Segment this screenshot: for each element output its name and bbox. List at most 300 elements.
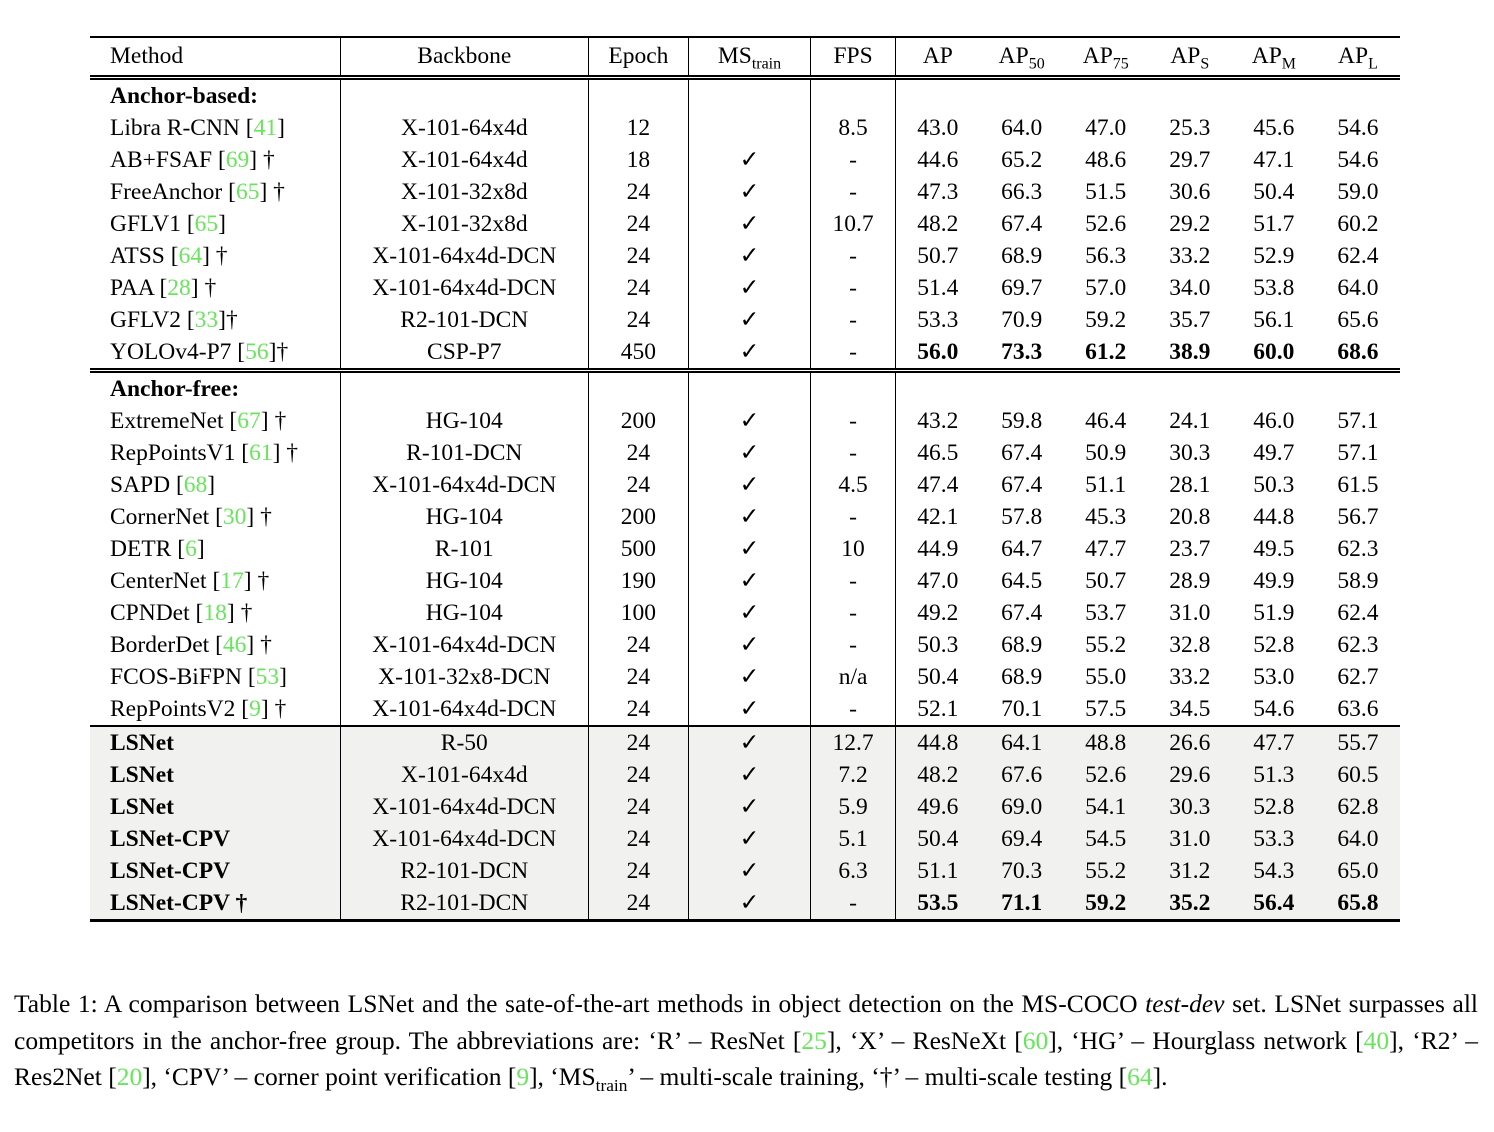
citation-link[interactable]: 67 [237,408,261,434]
epoch-cell: 190 [588,565,688,597]
citation-link[interactable]: 33 [194,307,219,333]
ap-value-cell: 54.6 [1232,693,1316,726]
ap-value-cell: 57.1 [1337,440,1379,466]
ap-value-cell: 46.5 [917,440,959,466]
ap-value-cell: 45.6 [1253,115,1295,141]
ap-value-cell: 31.0 [1148,823,1232,855]
ap-value-cell: 51.4 [917,275,959,301]
ms-train-checkmark-cell: ✓ [688,533,810,565]
ms-train-checkmark-cell: ✓ [688,469,810,501]
epoch-cell: 24 [588,437,688,469]
table-row [90,240,1400,272]
results-table [90,36,1400,922]
table-row [90,533,1400,565]
table-row [90,629,1400,661]
epoch-cell: 24 [588,855,688,887]
fps-cell: 12.7 [811,726,896,759]
epoch-cell: 24 [588,823,688,855]
ap-value-cell: 59.2 [1064,887,1148,921]
ap-value-cell: 35.7 [1169,307,1211,333]
fps-cell: 10 [811,533,896,565]
method-cell: DETR [6] [90,533,340,565]
ap-value-cell: 42.1 [917,504,959,530]
ap-value-cell: 64.0 [1316,823,1400,855]
ap-value-cell: 55.7 [1316,726,1400,759]
backbone-cell: R2-101-DCN [340,304,588,336]
method-cell: FreeAnchor [65] † [90,176,340,208]
ap-value-cell: 51.1 [1085,472,1127,498]
epoch-cell: 24 [588,629,688,661]
backbone-cell: X-101-64x4d [340,112,588,144]
fps-cell: - [811,437,896,469]
backbone-cell: X-101-32x8-DCN [340,661,588,693]
ap-value-cell: 52.8 [1232,791,1316,823]
ap-value-cell: 47.3 [917,179,959,205]
ap-value-cell: 29.6 [1148,759,1232,791]
ap-value-cell: 44.8 [896,726,980,759]
ap-value-cell: 29.2 [1169,211,1211,237]
ap-value-cell: 49.2 [917,600,959,626]
epoch-cell: 24 [588,176,688,208]
table-row [90,661,1400,693]
ap-value-cell: 69.7 [1001,275,1043,301]
column-header-ap50: $AP_{50}$ [980,37,1064,78]
method-cell: RepPointsV2 [9] † [90,693,340,726]
ap-value-cell: 69.4 [980,823,1064,855]
ap-value-cell: 45.3 [1085,504,1127,530]
ap-value-cell: 50.4 [1253,179,1295,205]
method-cell: LSNet [90,791,340,823]
citation-link[interactable]: 64 [178,243,203,269]
ms-train-checkmark-cell: ✓ [688,405,810,437]
table-row [90,405,1400,437]
citation-link[interactable]: 69 [225,147,250,173]
ap-value-cell: 68.9 [1001,243,1043,269]
ap-value-cell: 53.3 [1232,823,1316,855]
ap-value-cell: 32.8 [1169,632,1211,658]
ap-value-cell: 50.4 [917,664,959,690]
table-row [90,469,1400,501]
epoch-cell: 18 [588,144,688,176]
ap-value-cell: 67.4 [1001,600,1043,626]
epoch-cell: 500 [588,533,688,565]
empty-cell [811,78,896,113]
ap-value-cell: 33.2 [1169,664,1211,690]
citation-link[interactable]: 40 [1363,1025,1390,1055]
caption-text: ’ – multi-scale training, ‘†’ – multi-scale testing [ [627,1062,1128,1091]
ap-value-cell: 70.1 [980,693,1064,726]
backbone-cell: X-101-64x4d-DCN [340,791,588,823]
ap-value-cell: 52.8 [1253,632,1295,658]
ap-value-cell: 60.2 [1337,211,1379,237]
backbone-cell: R2-101-DCN [340,887,588,921]
ms-train-checkmark-cell: ✓ [688,565,810,597]
ap-value-cell: 61.5 [1337,472,1379,498]
ap-value-cell: 50.9 [1085,440,1127,466]
ap-value-cell: 56.7 [1337,504,1379,530]
fps-cell: - [811,336,896,371]
column-header-ap75: $AP_{75}$ [1064,37,1148,78]
ap-value-cell: 53.7 [1085,600,1127,626]
ap-value-cell: 51.5 [1085,179,1127,205]
backbone-cell: R2-101-DCN [340,855,588,887]
backbone-cell: HG-104 [340,597,588,629]
ap-value-cell: 57.5 [1064,693,1148,726]
citation-link[interactable]: 60 [1022,1025,1049,1055]
ms-train-checkmark-cell: ✓ [688,759,810,791]
ap-value-cell: 34.5 [1148,693,1232,726]
fps-cell: 6.3 [811,855,896,887]
ap-value-cell: 62.3 [1337,632,1379,658]
empty-cell [688,371,810,406]
ap-value-cell: 48.6 [1085,147,1127,173]
ap-value-cell: 48.8 [1064,726,1148,759]
ap-value-cell: 48.2 [917,211,959,237]
method-cell: FCOS-BiFPN [53] [90,661,340,693]
table-row [90,855,1400,887]
column-header-epoch: Epoch [588,37,688,78]
fps-cell: - [811,272,896,304]
fps-cell: - [811,629,896,661]
backbone-cell: CSP-P7 [340,336,588,371]
caption-italic-text: test-dev [1145,989,1225,1018]
fps-cell: 10.7 [811,208,896,240]
ap-value-cell: 71.1 [980,887,1064,921]
epoch-cell: 24 [588,726,688,759]
citation-link[interactable]: 68 [183,472,208,498]
ap-value-cell: 61.2 [1064,336,1148,371]
table-row [90,144,1400,176]
citation-link[interactable]: 65 [194,211,219,237]
backbone-cell: R-101 [340,533,588,565]
fps-cell: 8.5 [811,112,896,144]
ap-value-cell: 60.0 [1232,336,1316,371]
ap-value-cell: 26.6 [1148,726,1232,759]
ap-value-cell: 62.4 [1337,243,1379,269]
column-header-apl: $AP_L$ [1316,37,1400,78]
ap-value-cell: 67.6 [980,759,1064,791]
ap-value-cell: 51.9 [1253,600,1295,626]
ap-value-cell: 60.5 [1316,759,1400,791]
citation-link[interactable]: 20 [116,1062,143,1091]
ap-value-cell: 49.6 [896,791,980,823]
fps-cell: - [811,887,896,921]
ap-value-cell: 47.1 [1253,147,1295,173]
ap-value-cell: 63.6 [1316,693,1400,726]
table-row [90,336,1400,371]
section-label: Anchor-based: [90,78,340,113]
ap-value-cell: 65.8 [1316,887,1400,921]
table-row [90,726,1400,759]
fps-cell: - [811,304,896,336]
ap-value-cell: 55.2 [1064,855,1148,887]
fps-cell: - [811,501,896,533]
column-header-ap: AP [896,37,980,78]
ap-value-cell: 28.1 [1169,472,1211,498]
ap-value-cell: 48.2 [896,759,980,791]
ap-value-cell: 46.0 [1253,408,1295,434]
table-row [90,693,1400,726]
backbone-cell: X-101-64x4d-DCN [340,272,588,304]
epoch-cell: 24 [588,661,688,693]
ap-value-cell: 49.7 [1253,440,1295,466]
table-row [90,501,1400,533]
ap-value-cell: 43.0 [917,115,959,141]
epoch-cell: 24 [588,469,688,501]
ap-value-cell: 64.5 [1001,568,1043,594]
ms-train-checkmark-cell: ✓ [688,437,810,469]
ap-value-cell: 57.1 [1337,408,1379,434]
ms-train-checkmark-cell: ✓ [688,597,810,629]
citation-link[interactable]: 18 [203,600,227,626]
ap-value-cell: 33.2 [1169,243,1211,269]
citation-link[interactable]: 6 [185,536,197,562]
epoch-cell: 24 [588,304,688,336]
table-row [90,565,1400,597]
table-row [90,437,1400,469]
section-label: Anchor-free: [90,371,340,406]
ap-value-cell: 24.1 [1169,408,1211,434]
epoch-cell: 24 [588,240,688,272]
section-header-row [90,78,1400,113]
backbone-cell: HG-104 [340,565,588,597]
ap-value-cell: 62.7 [1337,664,1379,690]
ap-value-cell: 47.4 [917,472,959,498]
citation-link[interactable]: 30 [222,504,247,530]
ap-value-cell: 57.0 [1085,275,1127,301]
ap-value-cell: 56.1 [1253,307,1295,333]
method-cell: LSNet-CPV [90,823,340,855]
epoch-cell: 24 [588,887,688,921]
ms-train-checkmark-cell: ✓ [688,887,810,921]
backbone-cell: X-101-32x8d [340,208,588,240]
ap-value-cell: 68.6 [1316,336,1400,371]
table-row [90,597,1400,629]
epoch-cell: 24 [588,208,688,240]
ap-value-cell: 51.3 [1232,759,1316,791]
ap-value-cell: 65.2 [1001,147,1043,173]
ap-value-cell: 50.7 [1085,568,1127,594]
empty-cell [588,371,688,406]
ap-value-cell: 52.9 [1253,243,1295,269]
method-cell: AB+FSAF [69] † [90,144,340,176]
method-cell: GFLV2 [33]† [90,304,340,336]
backbone-cell: X-101-64x4d-DCN [340,693,588,726]
ap-value-cell: 53.0 [1253,664,1295,690]
method-cell: SAPD [68] [90,469,340,501]
ms-train-checkmark-cell: ✓ [688,176,810,208]
ap-value-cell: 29.7 [1169,147,1211,173]
ms-train-checkmark-cell: ✓ [688,304,810,336]
ap-value-cell: 54.6 [1337,115,1379,141]
method-cell: LSNet-CPV [90,855,340,887]
citation-link[interactable]: 53 [255,664,280,690]
backbone-cell: X-101-64x4d [340,144,588,176]
ap-value-cell: 25.3 [1169,115,1211,141]
fps-cell: n/a [811,661,896,693]
epoch-cell: 200 [588,405,688,437]
backbone-cell: R-50 [340,726,588,759]
method-cell: CPNDet [18] † [90,597,340,629]
ap-value-cell: 57.8 [1001,504,1043,530]
ap-value-cell: 50.4 [896,823,980,855]
citation-link[interactable]: 61 [249,440,273,466]
backbone-cell: X-101-64x4d-DCN [340,629,588,661]
ms-train-checkmark-cell: ✓ [688,272,810,304]
ms-train-checkmark-cell: ✓ [688,823,810,855]
epoch-cell: 100 [588,597,688,629]
method-cell: CenterNet [17] † [90,565,340,597]
ap-value-cell: 30.6 [1169,179,1211,205]
backbone-cell: X-101-64x4d-DCN [340,240,588,272]
ap-value-cell: 51.1 [896,855,980,887]
backbone-cell: X-101-64x4d-DCN [340,823,588,855]
method-cell: PAA [28] † [90,272,340,304]
fps-cell: - [811,176,896,208]
empty-cell [896,371,1400,406]
ap-value-cell: 31.2 [1148,855,1232,887]
empty-cell [588,78,688,113]
ap-value-cell: 64.1 [980,726,1064,759]
ap-value-cell: 68.9 [1001,632,1043,658]
citation-link[interactable]: 17 [220,568,244,594]
ms-train-checkmark-cell: ✓ [688,144,810,176]
ap-value-cell: 47.0 [917,568,959,594]
empty-cell [340,371,588,406]
citation-link[interactable]: 41 [253,115,278,141]
ap-value-cell: 69.0 [980,791,1064,823]
ap-value-cell: 53.8 [1253,275,1295,301]
citation-link[interactable]: 56 [245,339,269,365]
ap-value-cell: 50.3 [1253,472,1295,498]
method-cell: GFLV1 [65] [90,208,340,240]
backbone-cell: HG-104 [340,501,588,533]
epoch-cell: 450 [588,336,688,371]
fps-cell: 7.2 [811,759,896,791]
table-row [90,791,1400,823]
method-cell: CornerNet [30] † [90,501,340,533]
caption-text: ]. [1152,1062,1168,1091]
ms-train-checkmark-cell: ✓ [688,693,810,726]
column-header-apm: $AP_M$ [1232,37,1316,78]
ap-value-cell: 70.3 [980,855,1064,887]
epoch-cell: 24 [588,791,688,823]
ms-train-checkmark-cell: ✓ [688,336,810,371]
ap-value-cell: 54.3 [1232,855,1316,887]
column-header-backbone: Backbone [340,37,588,78]
epoch-cell: 200 [588,501,688,533]
fps-cell: - [811,565,896,597]
method-cell: YOLOv4-P7 [56]† [90,336,340,371]
fps-cell: - [811,597,896,629]
empty-cell [811,371,896,406]
ap-value-cell: 46.4 [1085,408,1127,434]
backbone-cell: X-101-64x4d-DCN [340,469,588,501]
ap-value-cell: 35.2 [1148,887,1232,921]
caption-text: ], ‘HG’ – Hourglass network [ [1048,1025,1364,1055]
ap-value-cell: 20.8 [1169,504,1211,530]
ap-value-cell: 54.6 [1337,147,1379,173]
ap-value-cell: 55.2 [1085,632,1127,658]
citation-link[interactable]: 9 [249,696,261,722]
ap-value-cell: 31.0 [1169,600,1211,626]
method-cell: ExtremeNet [67] † [90,405,340,437]
ap-value-cell: 30.3 [1169,440,1211,466]
table-caption [14,986,1478,1096]
method-cell: BorderDet [46] † [90,629,340,661]
ap-value-cell: 56.4 [1232,887,1316,921]
ap-value-cell: 34.0 [1169,275,1211,301]
ap-value-cell: 54.1 [1064,791,1148,823]
ap-value-cell: 49.9 [1253,568,1295,594]
ap-value-cell: 59.0 [1337,179,1379,205]
citation-link[interactable]: 9 [516,1062,530,1091]
column-header-mstrain: $MS_{train}$ [688,37,810,78]
epoch-cell: 24 [588,759,688,791]
ms-train-checkmark-cell: ✓ [688,855,810,887]
fps-cell: - [811,240,896,272]
caption-subscript: train [595,1076,628,1096]
citation-link[interactable]: 25 [801,1025,827,1055]
ap-value-cell: 59.8 [1001,408,1043,434]
ap-value-cell: 55.0 [1085,664,1127,690]
ap-value-cell: 44.6 [917,147,959,173]
method-cell: LSNet [90,759,340,791]
method-cell: Libra R-CNN [41] [90,112,340,144]
fps-cell: 5.9 [811,791,896,823]
ap-value-cell: 47.7 [1232,726,1316,759]
method-cell: LSNet [90,726,340,759]
table-row [90,759,1400,791]
ap-value-cell: 68.9 [1001,664,1043,690]
epoch-cell: 24 [588,272,688,304]
ap-value-cell: 52.1 [896,693,980,726]
ap-value-cell: 50.3 [917,632,959,658]
table-row [90,208,1400,240]
ap-value-cell: 65.0 [1316,855,1400,887]
ap-value-cell: 67.4 [1001,472,1043,498]
method-cell: RepPointsV1 [61] † [90,437,340,469]
citation-link[interactable]: 65 [235,179,260,205]
ap-value-cell: 47.0 [1085,115,1127,141]
caption-text: set. LSNet surpasses all competitors in the anchor-free group. The abbreviations are: ‘R’ – ResNet [ [14,989,1478,1055]
ap-value-cell: 67.4 [1001,440,1043,466]
citation-link[interactable]: 28 [167,275,191,301]
caption-text: Table 1: A comparison between LSNet and the sate-of-the-art methods in object detection on the MS-COCO [14,989,1146,1018]
table-row [90,823,1400,855]
empty-cell [688,78,810,113]
ap-value-cell: 52.6 [1085,211,1127,237]
citation-link[interactable]: 64 [1127,1062,1153,1091]
column-header-fps: FPS [811,37,896,78]
backbone-cell: X-101-32x8d [340,176,588,208]
method-cell: ATSS [64] † [90,240,340,272]
citation-link[interactable]: 46 [222,632,247,658]
ms-train-checkmark-cell: ✓ [688,726,810,759]
caption-text: ], ‘MS [529,1062,596,1091]
ap-value-cell: 58.9 [1337,568,1379,594]
table-row [90,272,1400,304]
ms-train-checkmark-cell: ✓ [688,240,810,272]
ap-value-cell: 73.3 [980,336,1064,371]
epoch-cell: 24 [588,693,688,726]
ap-value-cell: 23.7 [1169,536,1211,562]
ap-value-cell: 70.9 [1001,307,1043,333]
fps-cell: 5.1 [811,823,896,855]
ms-train-checkmark-cell: ✓ [688,661,810,693]
caption-text: ], ‘CPV’ – corner point verification [ [142,1062,517,1091]
ap-value-cell: 54.5 [1064,823,1148,855]
